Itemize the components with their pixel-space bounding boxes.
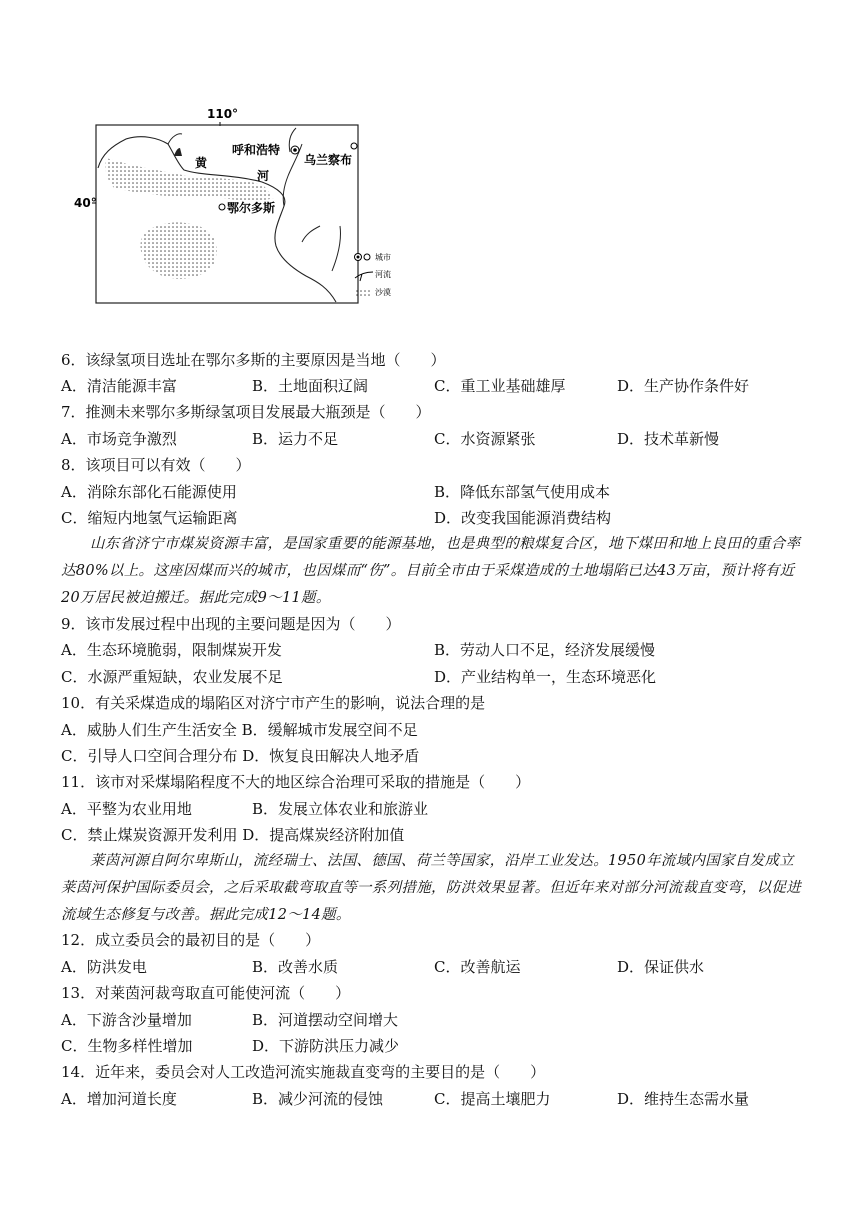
q9-stem: 9．该市发展过程中出现的主要问题是因为（ ） [61,615,401,633]
wulanchabu-city-marker [351,143,357,149]
q12-option-c[interactable]: C．改善航运 [434,958,521,976]
q13-option-a[interactable]: A．下游含沙量增加 [61,1011,192,1029]
q13-option-c[interactable]: C．生物多样性增加 [61,1037,193,1055]
eerduosi-label: 鄂尔多斯 [227,201,276,215]
q14-option-d[interactable]: D．维持生态需水量 [617,1090,750,1108]
q8-option-a[interactable]: A．消除东部化石能源使用 [61,483,237,501]
q11-stem: 11．该市对采煤塌陷程度不大的地区综合治理可采取的措施是（ ） [61,773,531,791]
q7-option-c[interactable]: C．水资源紧张 [434,430,536,448]
q6-stem: 6．该绿氢项目选址在鄂尔多斯的主要原因是当地（ ） [61,351,446,369]
q7-option-d[interactable]: D．技术革新慢 [617,430,720,448]
q14-option-c[interactable]: C．提高土壤肥力 [434,1090,551,1108]
q11-option-a[interactable]: A．平整为农业用地 [61,800,192,818]
eerduosi-city-marker [219,204,225,210]
q13-option-b[interactable]: B．河道摆动空间增大 [252,1011,399,1029]
q8-option-d[interactable]: D．改变我国能源消费结构 [434,509,612,527]
river-label-huang: 黄 [195,156,208,170]
legend-river: 河流 [375,270,391,279]
q9-option-a[interactable]: A．生态环境脆弱，限制煤炭开发 [61,641,282,659]
q9-option-b[interactable]: B．劳动人口不足，经济发展缓慢 [434,641,656,659]
huhehaote-label: 呼和浩特 [232,143,281,157]
q6-option-a[interactable]: A．清洁能源丰富 [61,377,177,395]
q10-options-ab[interactable]: A．威胁人们生产生活安全 B．缓解城市发展空间不足 [61,721,418,739]
legend-city: 城市 [375,253,391,262]
q7-option-b[interactable]: B．运力不足 [252,430,339,448]
q11-options-cd[interactable]: C．禁止煤炭资源开发利用 D．提高煤炭经济附加值 [61,826,405,844]
q11-option-b[interactable]: B．发展立体农业和旅游业 [252,800,429,818]
q12-option-a[interactable]: A．防洪发电 [61,958,147,976]
river-label-he: 河 [257,169,270,183]
q6-option-b[interactable]: B．土地面积辽阔 [252,377,369,395]
q7-stem: 7．推测未来鄂尔多斯绿氢项目发展最大瓶颈是（ ） [61,403,431,421]
legend-desert: 沙漠 [375,288,391,297]
q13-stem: 13．对莱茵河裁弯取直可能使河流（ ） [61,984,351,1002]
q6-option-c[interactable]: C．重工业基础雄厚 [434,377,566,395]
q10-options-cd[interactable]: C．引导人口空间合理分布 D．恢复良田解决人地矛盾 [61,747,420,765]
q12-stem: 12．成立委员会的最初目的是（ ） [61,931,321,949]
q12-option-d[interactable]: D．保证供水 [617,958,705,976]
q12-option-b[interactable]: B．改善水质 [252,958,339,976]
wulanchabu-label: 乌兰察布 [304,153,353,167]
longitude-label: 110° [207,107,239,121]
q13-option-d[interactable]: D．下游防洪压力减少 [252,1037,400,1055]
latitude-label: 40° [74,196,97,210]
q7-option-a[interactable]: A．市场竞争激烈 [61,430,177,448]
desert-south [141,223,217,280]
yellow-river [98,137,336,302]
q8-option-c[interactable]: C．缩短内地氢气运输距离 [61,509,238,527]
q9-option-d[interactable]: D．产业结构单一，生态环境恶化 [434,668,657,686]
q10-stem: 10．有关采煤造成的塌陷区对济宁市产生的影响，说法合理的是 [61,694,486,712]
q9-option-c[interactable]: C．水源严重短缺，农业发展不足 [61,668,283,686]
q8-stem: 8．该项目可以有效（ ） [61,456,251,474]
q14-option-a[interactable]: A．增加河道长度 [61,1090,177,1108]
q14-stem: 14．近年来，委员会对人工改造河流实施裁直变弯的主要目的是（ ） [61,1063,546,1081]
ordos-map [74,106,391,306]
q8-option-b[interactable]: B．降低东部氢气使用成本 [434,483,611,501]
q14-option-b[interactable]: B．减少河流的侵蚀 [252,1090,384,1108]
passage-rhine: 莱茵河源自阿尔卑斯山，流经瑞士、法国、德国、荷兰等国家，沿岸工业发达。1950年流域内国家自发成立莱茵河保护国际委员会，之后采取截弯取直等一系列措施，防洪效果显著。但近年来对部分河流裁直变弯，以促进流域生态修复与改善。据此完成12～14题。 [61,853,801,923]
q6-option-d[interactable]: D．生产协作条件好 [617,377,750,395]
passage-jining: 山东省济宁市煤炭资源丰富，是国家重要的能源基地，也是典型的粮煤复合区，地下煤田和地上良田的重合率达80%以上。这座因煤而兴的城市，也因煤而“伤”。目前全市由于采煤造成的土地塌陷已达43万亩，预计将有近20万居民被迫搬迁。据此完成9～11题。 [61,536,801,606]
